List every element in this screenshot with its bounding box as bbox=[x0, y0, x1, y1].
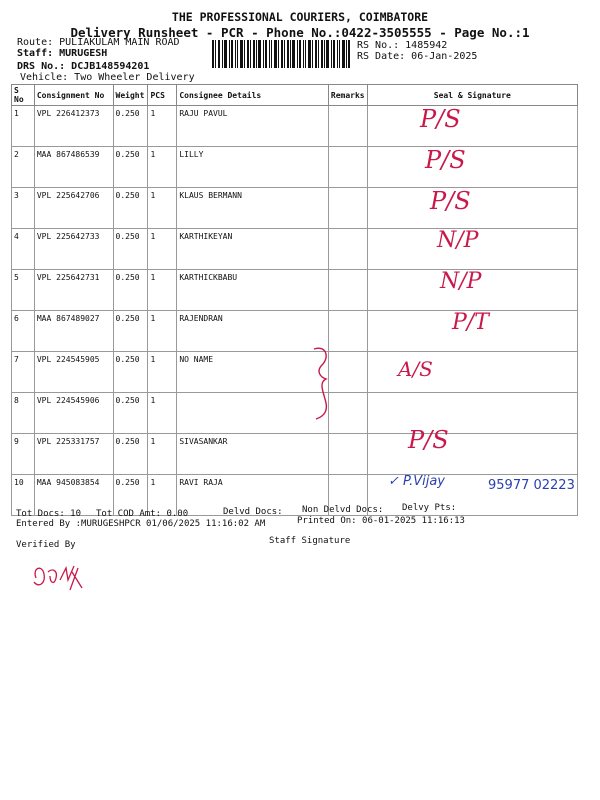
remarks-cell bbox=[328, 352, 367, 393]
remarks-cell bbox=[328, 188, 367, 229]
sno-cell: 5 bbox=[12, 270, 35, 311]
verified-by-label: Verified By bbox=[16, 540, 76, 550]
col-seal: Seal & Signature bbox=[367, 85, 577, 106]
weight-cell: 0.250 bbox=[113, 475, 148, 516]
consignee-cell: RAJENDRAN bbox=[177, 311, 329, 352]
weight-cell: 0.250 bbox=[113, 434, 148, 475]
handwritten-mark-row1: P/S bbox=[420, 105, 461, 133]
company-title: THE PROFESSIONAL COURIERS, COIMBATORE bbox=[171, 10, 429, 24]
handwritten-signature-row10 bbox=[388, 474, 445, 489]
pcs-cell: 1 bbox=[148, 188, 177, 229]
col-sno: S No bbox=[12, 85, 35, 106]
rs-date-label: RS Date: 06-Jan-2025 bbox=[357, 51, 478, 62]
table-row bbox=[12, 434, 578, 475]
table-row bbox=[12, 106, 578, 147]
remarks-cell bbox=[328, 270, 367, 311]
consignee-cell: KARTHICKBABU bbox=[177, 270, 329, 311]
seal-cell bbox=[367, 393, 577, 434]
col-consignment: Consignment No bbox=[34, 85, 113, 106]
remarks-cell bbox=[328, 147, 367, 188]
handwritten-bracket bbox=[308, 343, 334, 423]
sno-cell: 4 bbox=[12, 229, 35, 270]
remarks-cell bbox=[328, 311, 367, 352]
tot-docs-label: Tot Docs: 10 bbox=[16, 509, 82, 519]
non-delvd-docs-label: Non Delvd Docs: bbox=[302, 505, 384, 515]
table-row bbox=[12, 311, 578, 352]
sno-cell: 1 bbox=[12, 106, 35, 147]
signature-tick-icon: ✓ bbox=[388, 474, 404, 489]
signature-text: P.Vijay bbox=[403, 474, 445, 489]
weight-cell: 0.250 bbox=[113, 352, 148, 393]
consignee-cell: NO NAME bbox=[177, 352, 329, 393]
seal-cell bbox=[367, 106, 577, 147]
route-label: Route: PULIAKULAM MAIN ROAD bbox=[17, 37, 180, 48]
table-row bbox=[12, 270, 578, 311]
weight-cell: 0.250 bbox=[113, 270, 148, 311]
pcs-cell: 1 bbox=[148, 147, 177, 188]
table-row bbox=[12, 188, 578, 229]
delvd-docs-label: Delvd Docs: bbox=[223, 507, 283, 517]
handwritten-mark-row5: N/P bbox=[440, 269, 482, 294]
drs-label: DRS No.: DCJB148594201 bbox=[17, 61, 150, 72]
col-consignee: Consignee Details bbox=[177, 85, 329, 106]
consignment-cell: VPL 224545905 bbox=[34, 352, 113, 393]
weight-cell: 0.250 bbox=[113, 106, 148, 147]
vehicle-label: Vehicle: Two Wheeler Delivery bbox=[20, 72, 195, 83]
handwritten-phone: 95977 02223 bbox=[488, 478, 575, 493]
seal-cell bbox=[367, 188, 577, 229]
table-row bbox=[12, 147, 578, 188]
handwritten-mark-row4: N/P bbox=[437, 228, 479, 253]
table-header-row bbox=[12, 85, 578, 106]
sno-cell: 7 bbox=[12, 352, 35, 393]
remarks-cell bbox=[328, 434, 367, 475]
barcode bbox=[212, 40, 350, 68]
sno-cell: 2 bbox=[12, 147, 35, 188]
sno-cell: 6 bbox=[12, 311, 35, 352]
col-weight: Weight bbox=[113, 85, 148, 106]
rs-no-label: RS No.: 1485942 bbox=[357, 40, 448, 51]
table-row bbox=[12, 229, 578, 270]
handwritten-mark-row2: P/S bbox=[425, 146, 466, 174]
seal-cell bbox=[367, 434, 577, 475]
col-remarks: Remarks bbox=[328, 85, 367, 106]
consignee-cell: KLAUS BERMANN bbox=[177, 188, 329, 229]
consignee-cell: RAVI RAJA bbox=[177, 475, 329, 516]
remarks-cell bbox=[328, 393, 367, 434]
handwritten-mark-row7: A/S bbox=[398, 357, 433, 381]
sno-cell: 9 bbox=[12, 434, 35, 475]
delvy-pts-label: Delvy Pts: bbox=[402, 503, 457, 513]
seal-cell bbox=[367, 147, 577, 188]
weight-cell: 0.250 bbox=[113, 311, 148, 352]
consignee-cell: RAJU PAVUL bbox=[177, 106, 329, 147]
consignment-cell: VPL 225642731 bbox=[34, 270, 113, 311]
pcs-cell: 1 bbox=[148, 434, 177, 475]
col-pcs: PCS bbox=[148, 85, 177, 106]
pcs-cell: 1 bbox=[148, 393, 177, 434]
consignee-cell bbox=[177, 393, 329, 434]
runsheet-table bbox=[11, 84, 578, 516]
remarks-cell bbox=[328, 106, 367, 147]
printed-on-label: Printed On: 06-01-2025 11:16:13 bbox=[297, 516, 465, 526]
table-row bbox=[12, 393, 578, 434]
sno-cell: 8 bbox=[12, 393, 35, 434]
handwritten-mark-row6: P/T bbox=[452, 310, 489, 335]
weight-cell: 0.250 bbox=[113, 393, 148, 434]
runsheet-subtitle: Delivery Runsheet - PCR - Phone No.:0422-3505555 - Page No.:1 bbox=[70, 25, 530, 40]
consignment-cell: MAA 945083854 bbox=[34, 475, 113, 516]
pcs-cell: 1 bbox=[148, 229, 177, 270]
consignee-cell: SIVASANKAR bbox=[177, 434, 329, 475]
consignee-cell: KARTHIKEYAN bbox=[177, 229, 329, 270]
tot-cod-label: Tot COD Amt: 0.00 bbox=[96, 509, 189, 519]
verifier-signature bbox=[28, 558, 92, 594]
consignment-cell: VPL 225642733 bbox=[34, 229, 113, 270]
staff-label: Staff: MURUGESH bbox=[17, 48, 108, 59]
handwritten-mark-row3: P/S bbox=[430, 187, 471, 215]
consignment-cell: MAA 867489027 bbox=[34, 311, 113, 352]
weight-cell: 0.250 bbox=[113, 229, 148, 270]
pcs-cell: 1 bbox=[148, 270, 177, 311]
weight-cell: 0.250 bbox=[113, 147, 148, 188]
pcs-cell: 1 bbox=[148, 352, 177, 393]
sno-cell: 10 bbox=[12, 475, 35, 516]
consignment-cell: VPL 224545906 bbox=[34, 393, 113, 434]
consignment-cell: MAA 867486539 bbox=[34, 147, 113, 188]
weight-cell: 0.250 bbox=[113, 188, 148, 229]
pcs-cell: 1 bbox=[148, 475, 177, 516]
consignee-cell: LILLY bbox=[177, 147, 329, 188]
remarks-cell bbox=[328, 229, 367, 270]
sno-cell: 3 bbox=[12, 188, 35, 229]
pcs-cell: 1 bbox=[148, 106, 177, 147]
staff-signature-label: Staff Signature bbox=[269, 536, 351, 546]
table-row bbox=[12, 352, 578, 393]
pcs-cell: 1 bbox=[148, 311, 177, 352]
consignment-cell: VPL 225331757 bbox=[34, 434, 113, 475]
entered-by-label: Entered By :MURUGESHPCR 01/06/2025 11:16:02 AM bbox=[16, 519, 266, 529]
consignment-cell: VPL 225642706 bbox=[34, 188, 113, 229]
handwritten-mark-row9: P/S bbox=[408, 426, 449, 454]
consignment-cell: VPL 226412373 bbox=[34, 106, 113, 147]
